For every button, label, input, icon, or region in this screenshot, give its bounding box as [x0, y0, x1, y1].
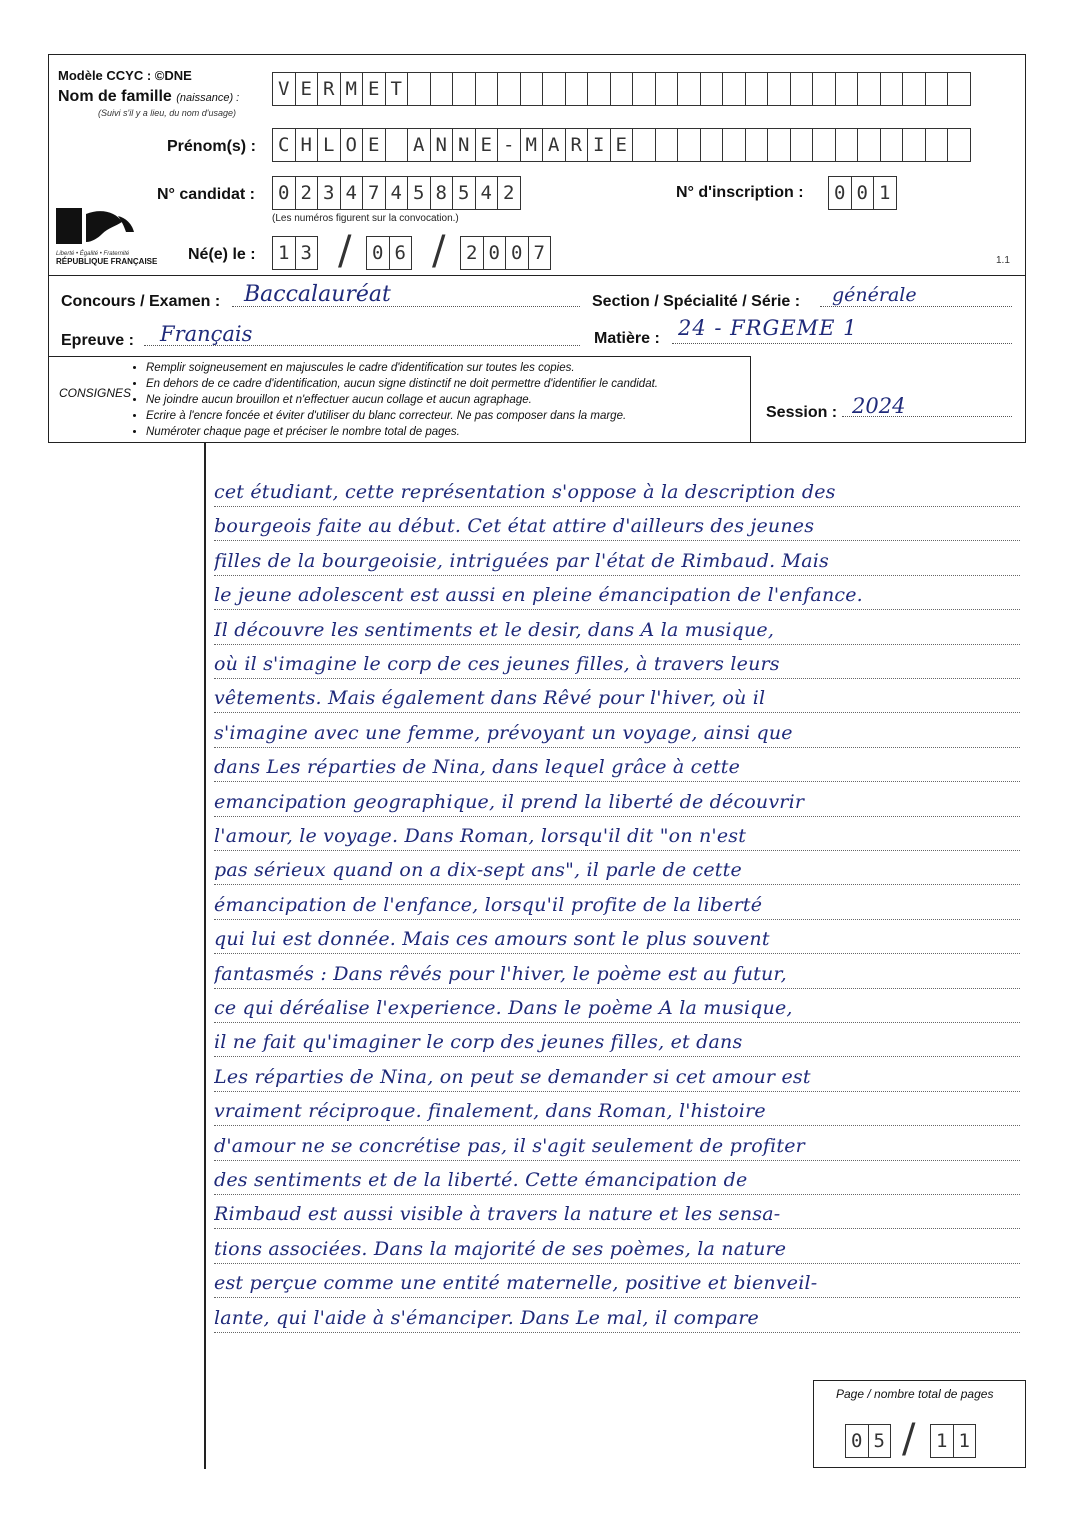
nom-char-box[interactable]: [677, 72, 701, 106]
nom-label-text: Nom de famille: [58, 88, 172, 105]
prenom-char-box[interactable]: E: [610, 128, 634, 162]
marianne-logo: [56, 208, 166, 274]
candidat-char-box[interactable]: 7: [362, 176, 386, 210]
prenom-char-box[interactable]: [857, 128, 881, 162]
total-pages-char-box[interactable]: 1: [930, 1424, 954, 1458]
birth-day-boxes[interactable]: [272, 236, 317, 270]
prenom-char-box[interactable]: E: [475, 128, 499, 162]
candidat-char-box[interactable]: 2: [497, 176, 521, 210]
essay-line: tions associées. Dans la majorité de ses poèmes, la nature: [214, 1235, 1020, 1264]
birth-year-char-box[interactable]: 0: [483, 236, 507, 270]
concours-label: Concours / Examen :: [61, 293, 221, 310]
date-slash-1: /: [338, 228, 352, 274]
inscription-char-box[interactable]: 0: [851, 176, 875, 210]
birth-year-boxes[interactable]: [460, 236, 550, 270]
nom-char-box[interactable]: [520, 72, 544, 106]
essay-line: qui lui est donnée. Mais ces amours sont le plus souvent: [214, 925, 1020, 954]
nom-char-box[interactable]: [880, 72, 904, 106]
concours-value[interactable]: Baccalauréat: [244, 282, 391, 307]
prenom-char-box[interactable]: O: [340, 128, 364, 162]
prenom-char-box[interactable]: [880, 128, 904, 162]
date-slash-2: /: [432, 228, 446, 274]
essay-line: d'amour ne se concrétise pas, il s'agit seulement de profiter: [214, 1132, 1020, 1161]
candidat-char-box[interactable]: 8: [430, 176, 454, 210]
nom-char-box[interactable]: [587, 72, 611, 106]
republique-label: RÉPUBLIQUE FRANÇAISE: [56, 257, 158, 266]
prenom-char-box[interactable]: -: [497, 128, 521, 162]
nom-char-box[interactable]: [857, 72, 881, 106]
consigne-item: • Ecrire à l'encre foncée et éviter d'utiliser du blanc correcteur. Ne pas composer dans la marge.: [146, 408, 658, 424]
essay-line: des sentiments et de la liberté. Cette émancipation de: [214, 1166, 1020, 1195]
essay-line: s'imagine avec une femme, prévoyant un voyage, ainsi que: [214, 719, 1020, 748]
nom-char-box[interactable]: [430, 72, 454, 106]
section-label: Section / Spécialité / Série :: [592, 293, 801, 310]
birth-day-char-box[interactable]: 1: [272, 236, 296, 270]
prenom-char-box[interactable]: [722, 128, 746, 162]
inscription-char-box[interactable]: 0: [828, 176, 852, 210]
nom-char-box[interactable]: [790, 72, 814, 106]
nom-char-box[interactable]: E: [362, 72, 386, 106]
essay-line: dans Les réparties de Nina, dans lequel grâce à cette: [214, 753, 1020, 782]
birth-year-char-box[interactable]: 7: [528, 236, 552, 270]
prenom-label: Prénom(s) :: [167, 138, 256, 155]
nom-char-box[interactable]: [407, 72, 431, 106]
essay-line: vraiment réciproque. finalement, dans Roman, l'histoire: [214, 1097, 1020, 1126]
prenom-char-box[interactable]: [745, 128, 769, 162]
nom-char-box[interactable]: [745, 72, 769, 106]
essay-line: Les réparties de Nina, on peut se demander si cet amour est: [214, 1063, 1020, 1092]
nom-char-box[interactable]: [497, 72, 521, 106]
prenom-char-box[interactable]: M: [520, 128, 544, 162]
modele-label: Modèle CCYC : ©DNE: [58, 68, 192, 83]
nom-boxes[interactable]: [272, 72, 970, 106]
prenom-char-box[interactable]: I: [587, 128, 611, 162]
nom-char-box[interactable]: [925, 72, 949, 106]
candidat-char-box[interactable]: 5: [407, 176, 431, 210]
essay-line: l'amour, le voyage. Dans Roman, lorsqu'il dit "on n'est: [214, 822, 1020, 851]
prenom-char-box[interactable]: H: [295, 128, 319, 162]
prenom-char-box[interactable]: A: [542, 128, 566, 162]
prenom-char-box[interactable]: [835, 128, 859, 162]
inscription-char-box[interactable]: 1: [873, 176, 897, 210]
candidat-char-box[interactable]: 4: [340, 176, 364, 210]
nom-char-box[interactable]: T: [385, 72, 409, 106]
candidat-char-box[interactable]: 0: [272, 176, 296, 210]
prenom-char-box[interactable]: [632, 128, 656, 162]
consignes-list: [126, 360, 658, 440]
nom-char-box[interactable]: E: [295, 72, 319, 106]
prenom-char-box[interactable]: [767, 128, 791, 162]
prenom-char-box[interactable]: [700, 128, 724, 162]
nom-char-box[interactable]: [632, 72, 656, 106]
prenom-char-box[interactable]: L: [317, 128, 341, 162]
prenom-char-box[interactable]: A: [407, 128, 431, 162]
essay-line: emancipation geographique, il prend la liberté de découvrir: [214, 788, 1020, 817]
birth-day-char-box[interactable]: 3: [295, 236, 319, 270]
nom-char-box[interactable]: [700, 72, 724, 106]
prenom-char-box[interactable]: N: [452, 128, 476, 162]
page-slash: /: [902, 1416, 916, 1462]
nom-sub: (Suivi s'il y a lieu, du nom d'usage): [98, 108, 237, 118]
nom-char-box[interactable]: [902, 72, 926, 106]
prenom-char-box[interactable]: [947, 128, 971, 162]
essay-line: Il découvre les sentiments et le desir, dans A la musique,: [214, 616, 1020, 645]
essay-line: émancipation de l'enfance, lorsqu'il profite de la liberté: [214, 891, 1020, 920]
page-char-box[interactable]: 0: [845, 1424, 869, 1458]
nom-char-box[interactable]: V: [272, 72, 296, 106]
nom-char-box[interactable]: [947, 72, 971, 106]
total-pages-char-box[interactable]: 1: [953, 1424, 977, 1458]
matiere-label: Matière :: [594, 330, 660, 347]
inscription-label: N° d'inscription :: [676, 184, 804, 201]
essay-line: où il s'imagine le corp de ces jeunes filles, à travers leurs: [214, 650, 1020, 679]
candidat-char-box[interactable]: 5: [452, 176, 476, 210]
inscription-boxes[interactable]: [828, 176, 896, 210]
essay-line: le jeune adolescent est aussi en pleine émancipation de l'enfance.: [214, 581, 1020, 610]
birth-year-char-box[interactable]: 0: [505, 236, 529, 270]
section-value[interactable]: générale: [832, 284, 917, 306]
essay-line: Rimbaud est aussi visible à travers la nature et les sensa-: [214, 1200, 1020, 1229]
birth-month-boxes[interactable]: [366, 236, 411, 270]
prenom-char-box[interactable]: [385, 128, 409, 162]
ne-label: Né(e) le :: [188, 246, 256, 263]
nom-char-box[interactable]: [767, 72, 791, 106]
nom-char-box[interactable]: [452, 72, 476, 106]
essay-line: cet étudiant, cette représentation s'oppose à la description des: [214, 478, 1020, 507]
nom-char-box[interactable]: M: [340, 72, 364, 106]
nom-label: [58, 88, 239, 106]
nom-char-box[interactable]: [542, 72, 566, 106]
session-value[interactable]: 2024: [852, 394, 906, 418]
prenom-char-box[interactable]: [902, 128, 926, 162]
prenom-char-box[interactable]: [677, 128, 701, 162]
version-label: 1.1: [996, 255, 1010, 266]
prenom-char-box[interactable]: [925, 128, 949, 162]
nom-char-box[interactable]: [812, 72, 836, 106]
essay-line: filles de la bourgeoisie, intriguées par l'état de Rimbaud. Mais: [214, 547, 1020, 576]
matiere-value[interactable]: 24 - FRGEME 1: [678, 316, 858, 340]
marianne-icon: [56, 208, 136, 244]
nom-char-box[interactable]: R: [317, 72, 341, 106]
nom-char-box[interactable]: [655, 72, 679, 106]
birth-month-char-box[interactable]: 0: [366, 236, 390, 270]
margin-line: [204, 443, 206, 1469]
nom-char-box[interactable]: [835, 72, 859, 106]
nom-char-box[interactable]: [475, 72, 499, 106]
nom-char-box[interactable]: [565, 72, 589, 106]
republique-motto: Liberté • Égalité • Fraternité: [56, 251, 130, 257]
essay-line: vêtements. Mais également dans Rêvé pour l'hiver, où il: [214, 684, 1020, 713]
essay-line: fantasmés : Dans rêvés pour l'hiver, le poème est au futur,: [214, 960, 1020, 989]
candidat-char-box[interactable]: 2: [295, 176, 319, 210]
prenom-char-box[interactable]: C: [272, 128, 296, 162]
prenom-char-box[interactable]: [790, 128, 814, 162]
candidat-char-box[interactable]: 4: [385, 176, 409, 210]
nom-char-box[interactable]: [722, 72, 746, 106]
epreuve-label: Epreuve :: [61, 332, 134, 349]
essay-line: ce qui déréalise l'experience. Dans le poème A la musique,: [214, 994, 1020, 1023]
nom-char-box[interactable]: [610, 72, 634, 106]
candidat-char-box[interactable]: 3: [317, 176, 341, 210]
consigne-item: • Ne joindre aucun brouillon et n'effectuer aucun collage et aucun agraphage.: [146, 392, 658, 408]
epreuve-value[interactable]: Français: [160, 322, 253, 346]
essay-line: pas sérieux quand on a dix-sept ans", il parle de cette: [214, 856, 1020, 885]
total-pages-boxes[interactable]: [930, 1424, 975, 1458]
essay-line: bourgeois faite au début. Cet état attire d'ailleurs des jeunes: [214, 512, 1020, 541]
prenom-char-box[interactable]: R: [565, 128, 589, 162]
nom-hint: (naissance) :: [176, 92, 240, 104]
prenom-boxes[interactable]: [272, 128, 970, 162]
page-char-box[interactable]: 5: [868, 1424, 892, 1458]
essay-line: il ne fait qu'imaginer le corp des jeunes filles, et dans: [214, 1028, 1020, 1057]
essay-line: lante, qui l'aide à s'émanciper. Dans Le mal, il compare: [214, 1304, 1020, 1333]
birth-year-char-box[interactable]: 2: [460, 236, 484, 270]
consigne-item: • En dehors de ce cadre d'identification, aucun signe distinctif ne doit permettre d'identifier le candidat.: [146, 376, 658, 392]
page-number-label: Page / nombre total de pages: [836, 1387, 994, 1401]
candidat-note: (Les numéros figurent sur la convocation.): [272, 213, 459, 224]
prenom-char-box[interactable]: [812, 128, 836, 162]
prenom-char-box[interactable]: [655, 128, 679, 162]
birth-month-char-box[interactable]: 6: [389, 236, 413, 270]
consigne-item: • Remplir soigneusement en majuscules le cadre d'identification sur toutes les copies.: [146, 360, 658, 376]
candidat-boxes[interactable]: [272, 176, 520, 210]
essay-line: est perçue comme une entité maternelle, positive et bienveil-: [214, 1269, 1020, 1298]
consigne-item: • Numéroter chaque page et préciser le nombre total de pages.: [146, 424, 658, 440]
consignes-label: CONSIGNES: [59, 386, 132, 400]
candidat-char-box[interactable]: 4: [475, 176, 499, 210]
prenom-char-box[interactable]: N: [430, 128, 454, 162]
session-label: Session :: [766, 404, 838, 421]
prenom-char-box[interactable]: E: [362, 128, 386, 162]
candidat-label: N° candidat :: [157, 186, 255, 203]
page-boxes[interactable]: [845, 1424, 890, 1458]
